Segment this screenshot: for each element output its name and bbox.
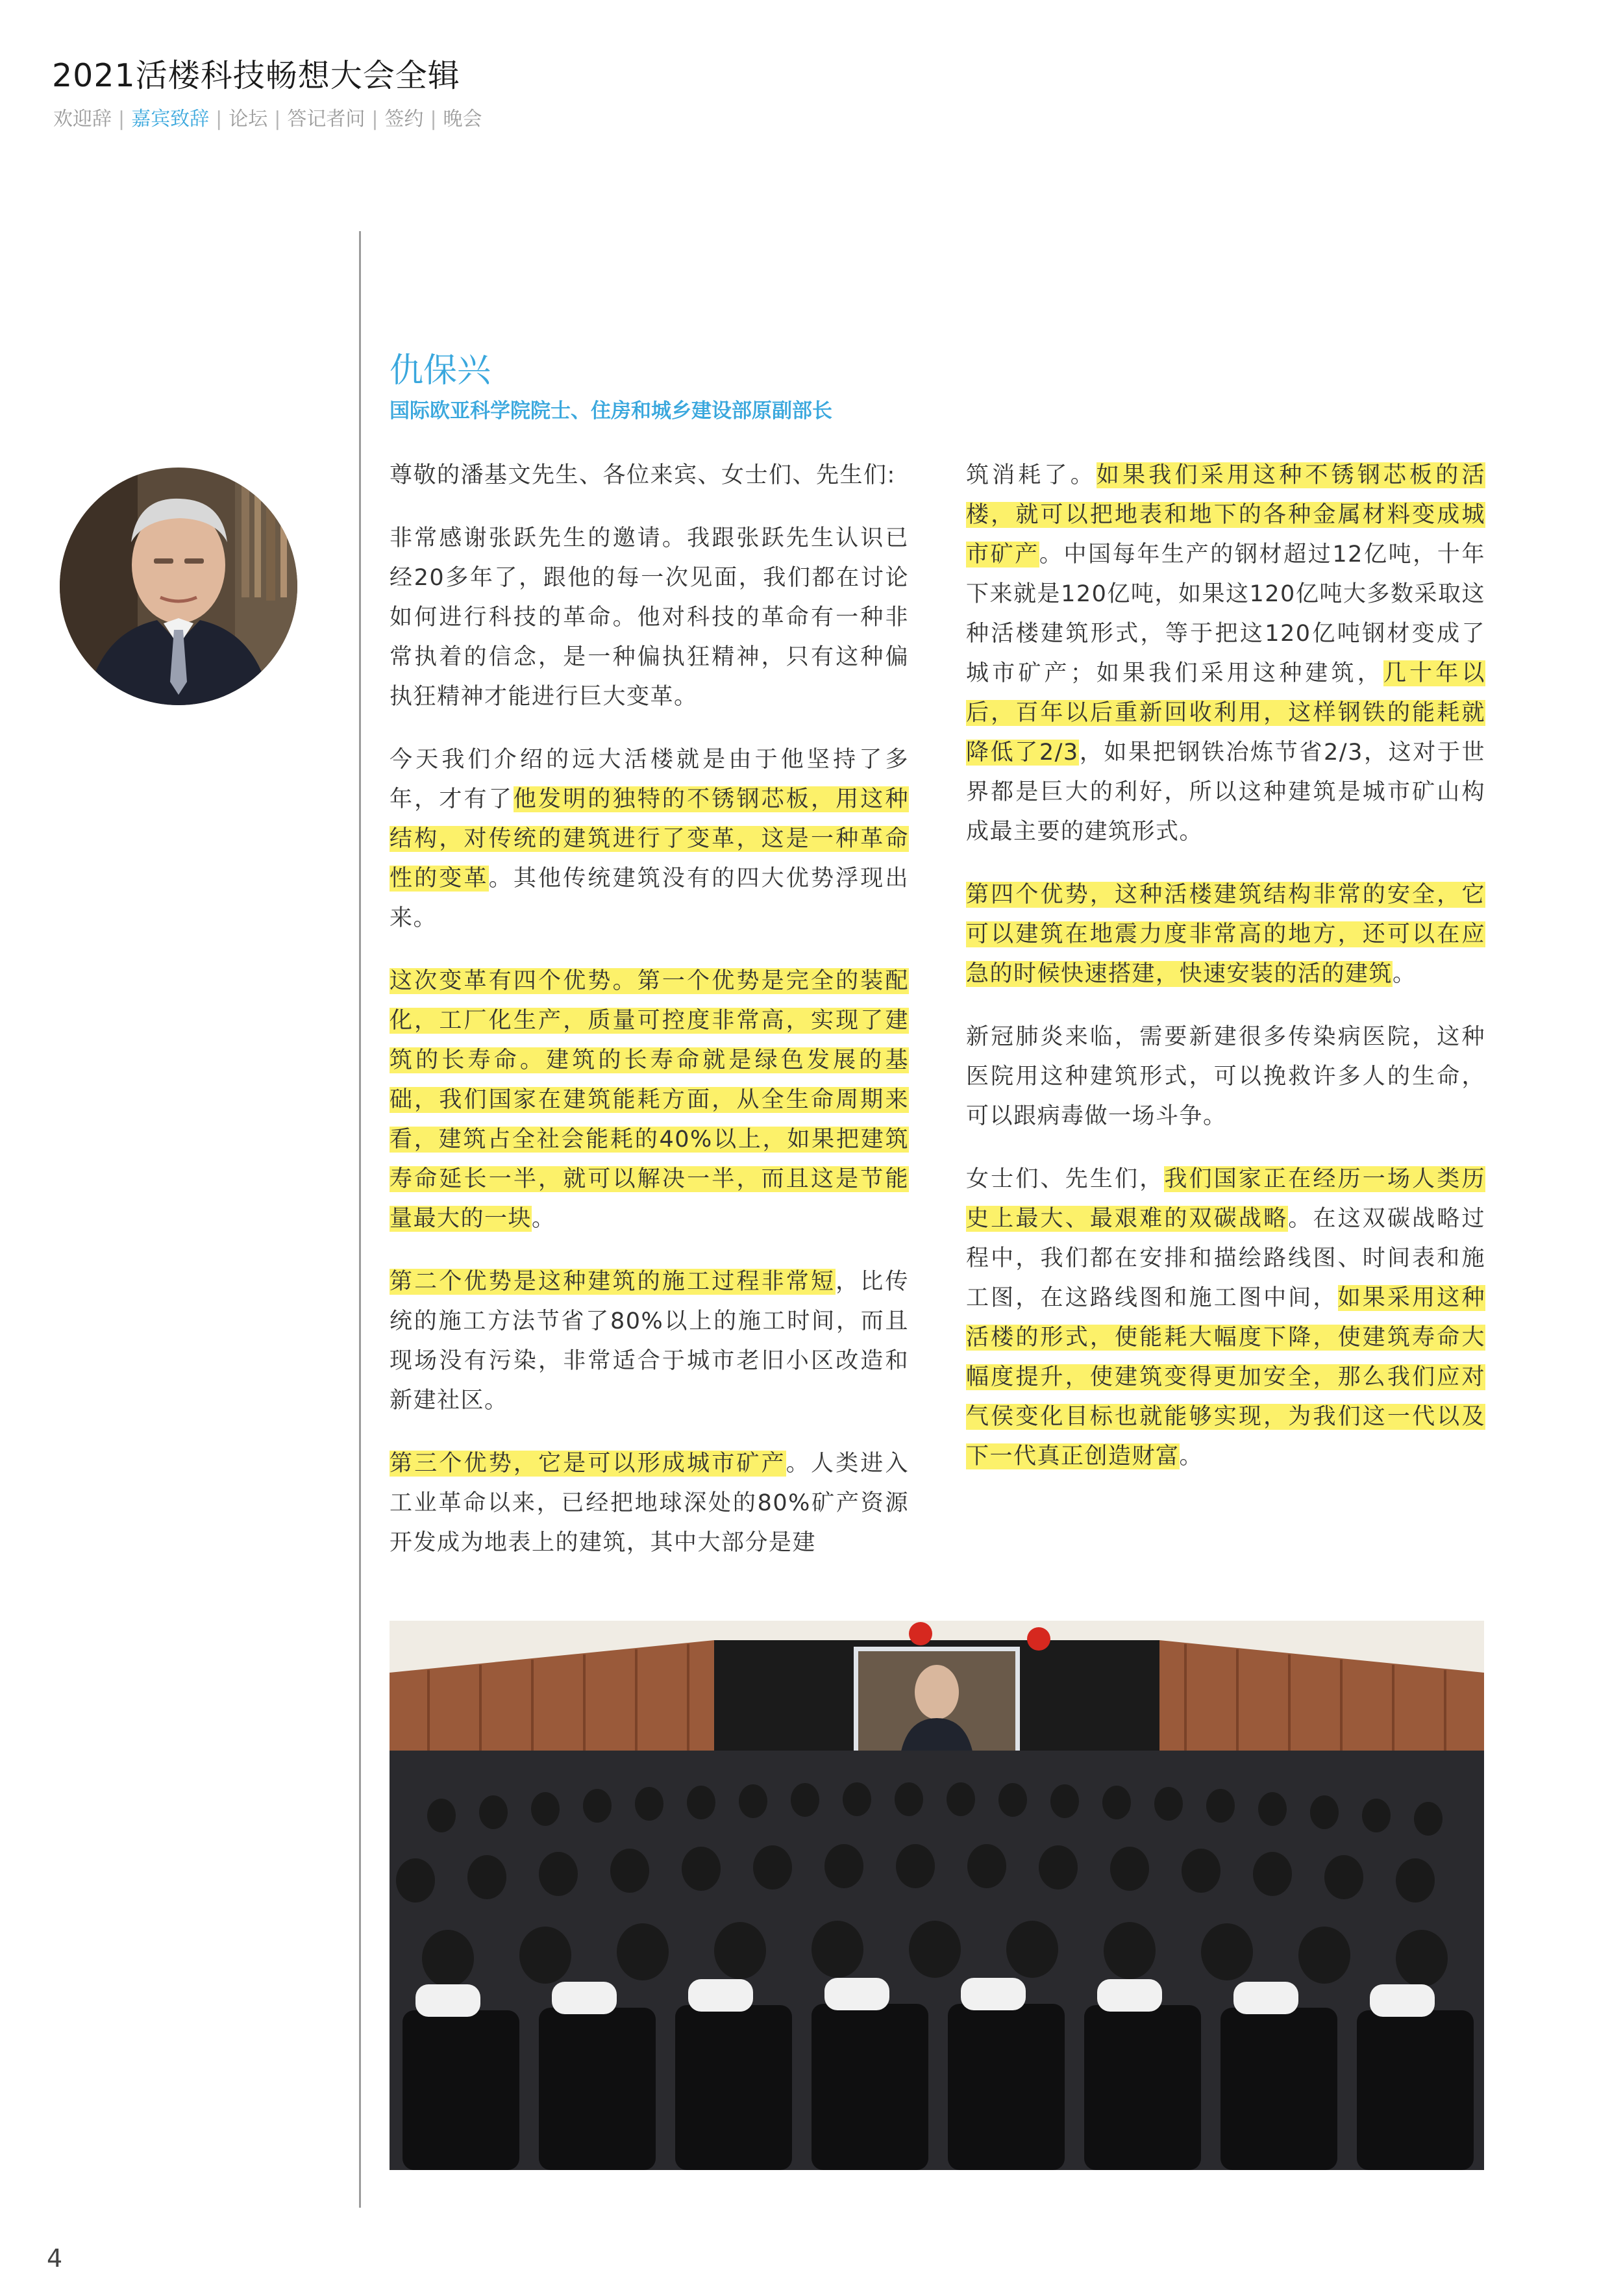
speaker-portrait — [60, 468, 297, 705]
text-run: 。 — [532, 1206, 556, 1232]
text-run: 。人类进入工业革命以来，已经把地球深处的80%矿产资源开发成为地表上的建筑，其中大部分是建 — [390, 1451, 909, 1556]
paragraph — [966, 456, 1485, 852]
nav-separator: | — [118, 108, 125, 131]
nav-separator: | — [371, 108, 378, 131]
nav-item-guest-speech[interactable]: 嘉宾致辞 — [131, 108, 210, 131]
paragraph — [390, 740, 909, 938]
nav-item-signing[interactable]: 签约 — [384, 108, 424, 131]
paragraph: 非常感谢张跃先生的邀请。我跟张跃先生认识已经20多年了，跟他的每一次见面，我们都在讨论如何进行科技的革命。他对科技的革命有一种非常执着的信念，是一种偏执狂精神，只有这种偏执狂精神才能进行巨大变革。 — [390, 525, 909, 710]
highlighted-text: 第三个优势，它是可以形成城市矿产 — [390, 1451, 786, 1477]
paragraph — [390, 1262, 909, 1421]
page-number: 4 — [47, 2244, 63, 2273]
paragraph — [390, 1444, 909, 1563]
paragraph: 新冠肺炎来临，需要新建很多传染病医院，这种医院用这种建筑形式，可以挽救许多人的生命，可以跟病毒做一场斗争。 — [966, 1024, 1485, 1129]
highlighted-text: 我们国家正在经历一场人类历史上最大、最艰难的双碳战略 — [966, 1166, 1485, 1232]
text-run: 。 — [1179, 1443, 1204, 1469]
paragraph — [390, 962, 909, 1239]
text-run: 筑消耗了。 — [966, 462, 1096, 488]
text-run: 。在这双碳战略过程中，我们都在安排和描绘路线图、时间表和施工图，在这路线图和施工图中间， — [966, 1206, 1485, 1311]
nav-item-press-qa[interactable]: 答记者问 — [287, 108, 365, 131]
highlighted-text: 如果采用这种活楼的形式，使能耗大幅度下降，使建筑寿命大幅度提升，使建筑变得更加安全，那么我们应对气侯变化目标也就能够实现，为我们这一代以及下一代真正创造财富 — [966, 1285, 1485, 1469]
paragraph — [966, 875, 1485, 994]
text-run: ，如果把钢铁冶炼节省2/3，这对于世界都是巨大的利好，所以这种建筑是城市矿山构成最主要的建筑形式。 — [966, 740, 1485, 845]
speaker-name: 仇保兴 — [390, 351, 491, 390]
highlighted-text: 几十年以后，百年以后重新回收利用，这样钢铁的能耗就降低了2/3 — [966, 660, 1485, 766]
document-title: 2021活楼科技畅想大会全辑 — [52, 57, 460, 94]
text-run: 。中国每年生产的钢材超过12亿吨，十年下来就是120亿吨，如果这120亿吨大多数采取这种活楼建筑形式，等于把这120亿吨钢材变成了城市矿产；如果我们采用这种建筑， — [966, 542, 1485, 686]
section-nav — [53, 103, 482, 131]
nav-item-forum[interactable]: 论坛 — [229, 108, 268, 131]
nav-separator: | — [216, 108, 223, 131]
text-run: 女士们、先生们， — [966, 1166, 1165, 1192]
nav-item-welcome[interactable]: 欢迎辞 — [53, 108, 112, 131]
nav-item-gala[interactable]: 晚会 — [443, 108, 482, 131]
nav-separator: | — [430, 108, 437, 131]
highlighted-text: 第二个优势是这种建筑的施工过程非常短 — [390, 1269, 836, 1295]
text-run: 。 — [1393, 961, 1417, 987]
text-run: ，比传统的施工方法节省了80%以上的施工时间，而且现场没有污染，非常适合于城市老旧小区改造和新建社区。 — [390, 1269, 909, 1414]
vertical-divider — [359, 231, 361, 2208]
speaker-title: 国际欧亚科学院院士、住房和城乡建设部原副部长 — [390, 399, 832, 423]
paragraph: 尊敬的潘基文先生、各位来宾、女士们、先生们: — [390, 462, 896, 488]
article-column-right — [966, 456, 1485, 1500]
text-run: 今天我们介绍的远大活楼就是由于他坚持了多年，才有了 — [390, 747, 909, 812]
conference-hall-photo — [390, 1621, 1484, 2170]
highlighted-text: 这次变革有四个优势。第一个优势是完全的装配化，工厂化生产，质量可控度非常高，实现了建筑的长寿命。建筑的长寿命就是绿色发展的基础，我们国家在建筑能耗方面，从全生命周期来看，建筑占全社会能耗的40%以上，如果把建筑寿命延长一半，就可以解决一半，而且这是节能量最大的一块 — [390, 968, 909, 1232]
nav-separator: | — [274, 108, 281, 131]
text-run: 。其他传统建筑没有的四大优势浮现出来。 — [390, 866, 909, 931]
highlighted-text: 如果我们采用这种不锈钢芯板的活楼，就可以把地表和地下的各种金属材料变成城市矿产 — [966, 462, 1485, 568]
highlighted-text: 第四个优势，这种活楼建筑结构非常的安全，它可以建筑在地震力度非常高的地方，还可以在应急的时候快速搭建，快速安装的活的建筑 — [966, 882, 1485, 987]
paragraph — [966, 1160, 1485, 1477]
article-column-left — [390, 456, 909, 1586]
highlighted-text: 他发明的独特的不锈钢芯板，用这种结构，对传统的建筑进行了变革，这是一种革命性的变革 — [390, 786, 909, 892]
